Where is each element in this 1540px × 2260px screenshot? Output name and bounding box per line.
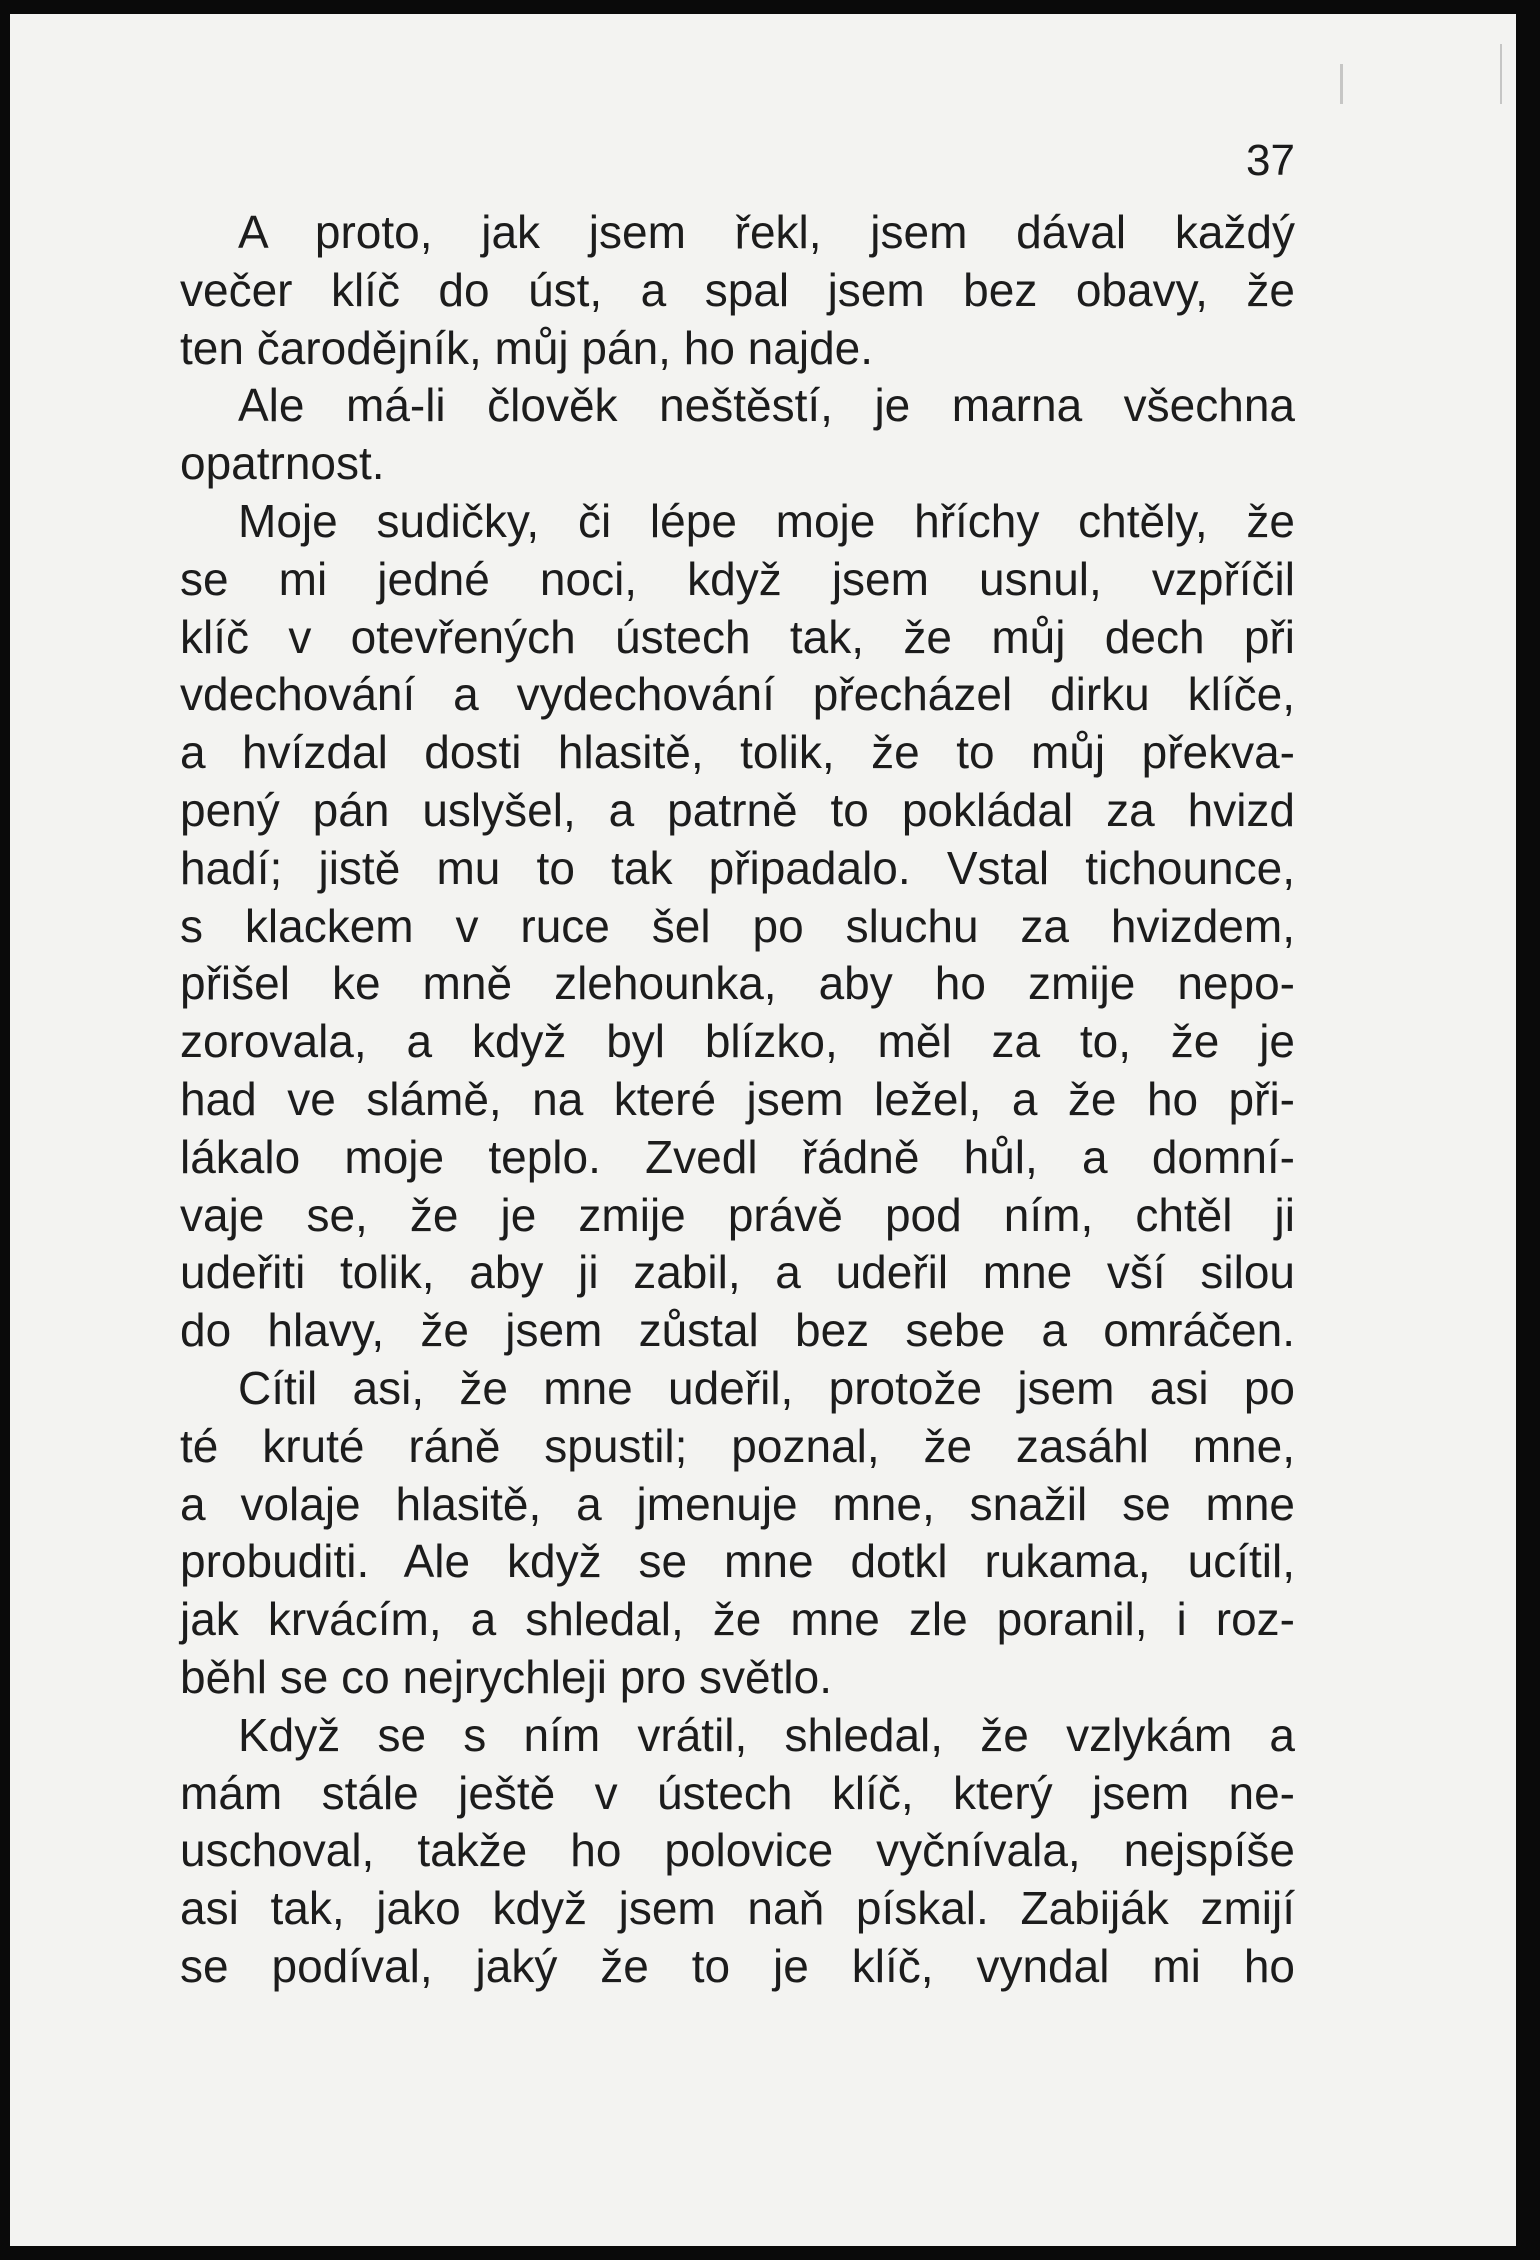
text-line: s klackem v ruce šel po sluchu za hvizdem,: [180, 899, 1295, 952]
text-line: probuditi. Ale když se mne dotkl rukama, ucítil,: [180, 1535, 1295, 1588]
text-line: mám stále ještě v ústech klíč, který jsem ne-: [180, 1766, 1295, 1819]
text-line: ten čarodějník, můj pán, ho najde.: [180, 321, 874, 374]
text-line: opatrnost.: [180, 437, 385, 490]
text-line: A proto, jak jsem řekl, jsem dával každý: [238, 206, 1295, 258]
text-line: klíč v otevřených ústech tak, že můj dech při: [180, 610, 1295, 663]
text-line: hadí; jistě mu to tak připadalo. Vstal tichounce,: [180, 841, 1295, 894]
text-line: vdechování a vydechování přecházel dirku klíče,: [180, 668, 1295, 721]
text-line: pený pán uslyšel, a patrně to pokládal za hvizd: [180, 783, 1295, 836]
book-page: [10, 14, 1516, 2246]
text-line: té kruté ráně spustil; poznal, že zasáhl mne,: [180, 1419, 1295, 1472]
text-line: lákalo moje teplo. Zvedl řádně hůl, a domní-: [180, 1130, 1295, 1183]
text-line: se mi jedné noci, když jsem usnul, vzpříčil: [180, 552, 1295, 605]
text-line: zorovala, a když byl blízko, měl za to, že je: [180, 1015, 1295, 1068]
text-line: jak krvácím, a shledal, že mne zle poranil, i roz-: [180, 1593, 1295, 1646]
text-line: a volaje hlasitě, a jmenuje mne, snažil se mne: [180, 1477, 1295, 1530]
text-line: Cítil asi, že mne udeřil, protože jsem asi po: [238, 1361, 1295, 1414]
text-line: vaje se, že je zmije právě pod ním, chtěl ji: [180, 1188, 1295, 1241]
text-line: do hlavy, že jsem zůstal bez sebe a omráčen.: [180, 1304, 1295, 1357]
text-line: běhl se co nejrychleji pro světlo.: [180, 1650, 832, 1703]
text-line: přišel ke mně zlehounka, aby ho zmije nepo-: [180, 957, 1295, 1010]
text-line: Když se s ním vrátil, shledal, že vzlykám a: [238, 1708, 1295, 1761]
body-text: [180, 204, 1295, 1996]
text-line: had ve slámě, na které jsem ležel, a že ho při-: [180, 1072, 1295, 1125]
text-line: Ale má-li člověk neštěstí, je marna všechna: [238, 379, 1295, 432]
page-number: 37: [1246, 136, 1295, 185]
text-line: asi tak, jako když jsem naň pískal. Zabiják zmijí: [180, 1882, 1295, 1935]
text-line: uschoval, takže ho polovice vyčnívala, nejspíše: [180, 1824, 1295, 1877]
text-line: Moje sudičky, či lépe moje hříchy chtěly, že: [238, 494, 1295, 547]
scan-edge-mark: [1340, 64, 1343, 104]
text-line: a hvízdal dosti hlasitě, tolik, že to můj překva-: [180, 726, 1295, 779]
text-line: udeřiti tolik, aby ji zabil, a udeřil mne vší silou: [180, 1246, 1295, 1299]
text-line: se podíval, jaký že to je klíč, vyndal mi ho: [180, 1939, 1295, 1992]
text-line: večer klíč do úst, a spal jsem bez obavy, že: [180, 263, 1295, 316]
scan-edge-mark: [1500, 44, 1502, 104]
